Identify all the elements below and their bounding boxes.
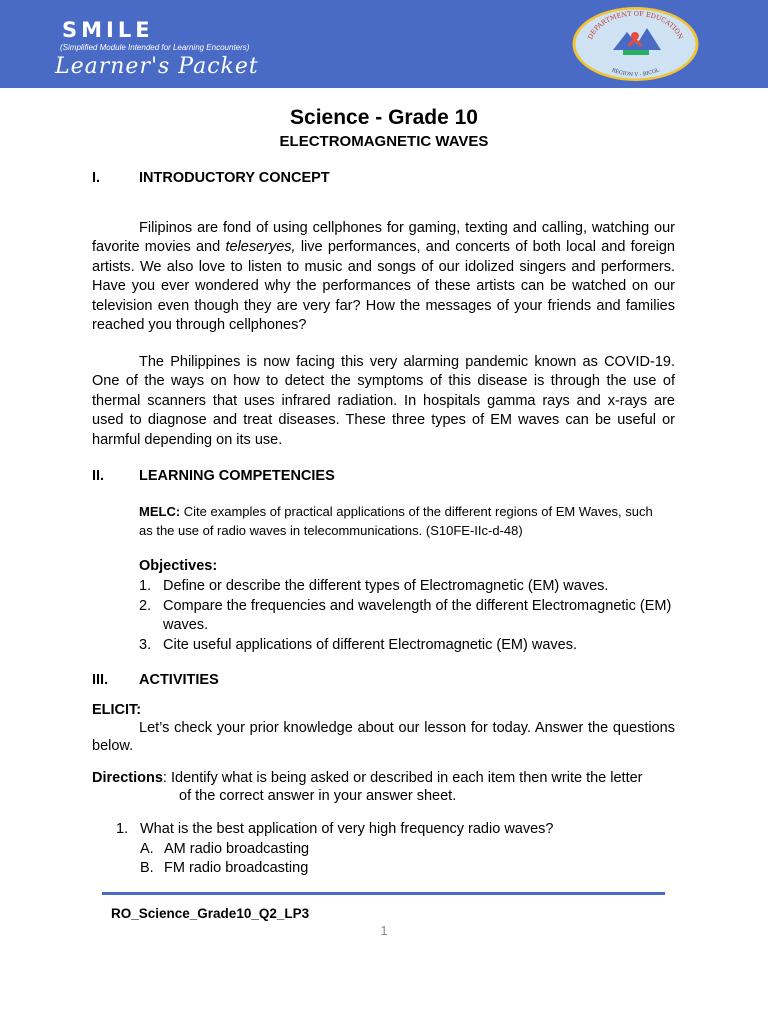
deped-seal-logo bbox=[571, 6, 700, 82]
section-3-number: III. bbox=[92, 672, 109, 688]
section-3-title: ACTIVITIES bbox=[139, 672, 219, 688]
footer-divider bbox=[102, 892, 665, 895]
objective-item: 3. Cite useful applications of different Electromagnetic (EM) waves. bbox=[139, 636, 577, 653]
brand-subtitle: (Simplified Module Intended for Learning Encounters) bbox=[60, 43, 250, 52]
elicit-text: Let’s check your prior knowledge about our lesson for today. Answer the questions below. bbox=[92, 720, 675, 754]
page-title: Science - Grade 10 bbox=[290, 106, 478, 129]
elicit-heading: ELICIT: bbox=[92, 702, 142, 718]
objective-item: 1. Define or describe the different types of Electromagnetic (EM) waves. bbox=[139, 578, 609, 594]
objectives-list bbox=[139, 577, 679, 655]
section-2-title: LEARNING COMPETENCIES bbox=[139, 468, 335, 484]
intro-paragraph-2: The Philippines is now facing this very alarming pandemic known as COVID-19. One of the ways on how to detect the symptoms of this disease is through the use of thermal scanners that uses infrared radiation. In hospitals gamma rays and x-rays are used to diagnose and treat diseases. These three types of EM waves can be useful or harmful depending on its use. bbox=[92, 354, 675, 448]
directions-label: Directions bbox=[92, 770, 163, 786]
footer-module-code: RO_Science_Grade10_Q2_LP3 bbox=[111, 906, 310, 921]
header-banner bbox=[0, 0, 768, 88]
melc-text: Cite examples of practical applications of the different regions of EM Waves, such as the use of radio waves in telecommunications. (S10FE-IIc-d-48) bbox=[139, 504, 653, 538]
objectives-heading: Objectives: bbox=[139, 558, 218, 574]
melc-competency bbox=[139, 503, 669, 540]
melc-label: MELC: bbox=[139, 504, 181, 519]
answer-option-a: A. AM radio broadcasting bbox=[140, 840, 310, 857]
svg-text:REGION V - BICOL: REGION V - BICOL bbox=[610, 67, 661, 78]
brand-title: SMILE bbox=[62, 18, 154, 42]
learners-packet-title: Learner's Packet bbox=[55, 54, 259, 79]
section-2-number: II. bbox=[92, 468, 105, 484]
objective-item: 2. Compare the frequencies and wavelength of the different Electromagnetic (EM) waves. bbox=[139, 597, 672, 633]
question-1: 1. What is the best application of very high frequency radio waves? A. AM radio broadcasting B. FM radio broadcasting bbox=[116, 820, 553, 879]
section-1-title: INTRODUCTORY CONCEPT bbox=[139, 170, 330, 186]
answer-option-b: B. FM radio broadcasting bbox=[140, 860, 309, 876]
directions: Directions: Identify what is being asked or described in each item then write the letter of the correct answer in your answer sheet. bbox=[92, 770, 643, 804]
page-subtitle: ELECTROMAGNETIC WAVES bbox=[279, 133, 489, 150]
page-number: 1 bbox=[380, 923, 388, 938]
intro-paragraph-1: Filipinos are fond of using cellphones for gaming, texting and calling, watching our favorite movies and teleseryes, live performances, and concerts of both local and foreign artists. We also love to listen to music and songs of our idolized singers and performers. Have you ever wondered why the performances of these artists can be watched on our television even though they are very far? How the messages of your friends and families reached you through cellphones? bbox=[92, 220, 675, 334]
svg-text:DEPARTMENT OF EDUCATION: DEPARTMENT OF EDUCATION bbox=[586, 9, 685, 41]
section-1-number: I. bbox=[92, 170, 101, 186]
